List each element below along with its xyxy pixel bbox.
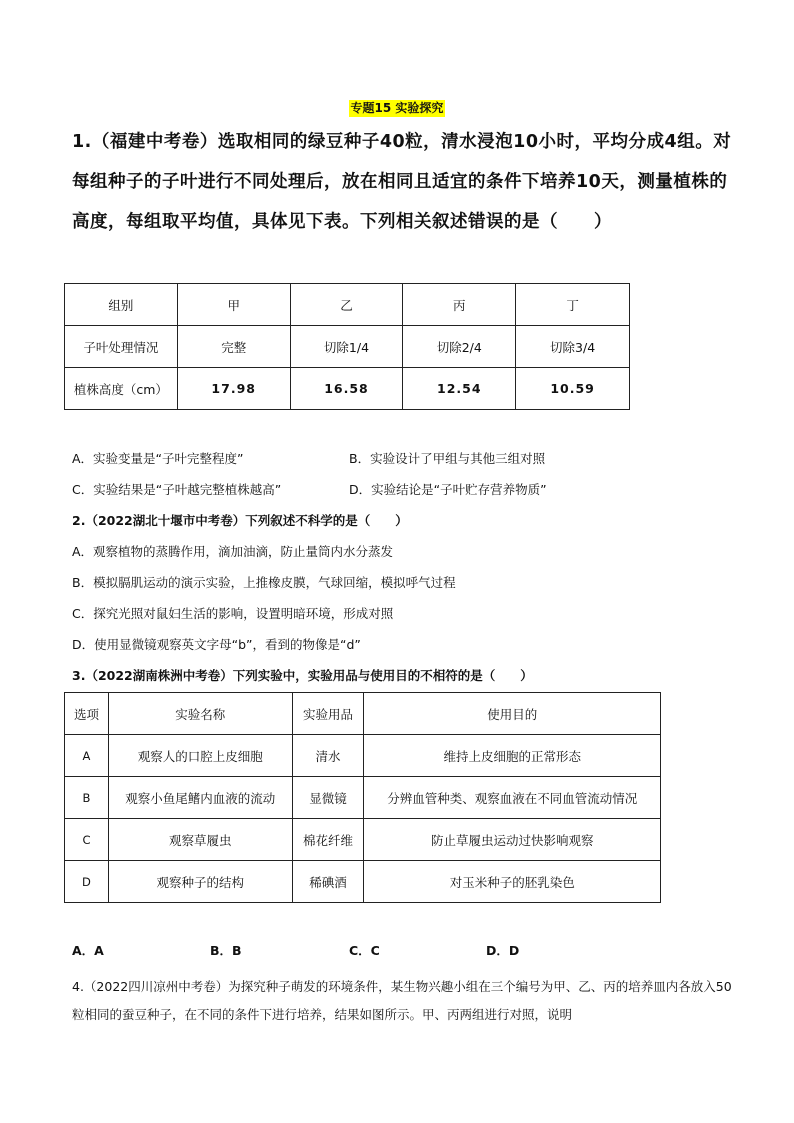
table-cell: A (65, 735, 109, 777)
table-cell: 完整 (177, 326, 290, 368)
table-header-cell: 使用目的 (364, 693, 661, 735)
table-row (65, 861, 661, 903)
option-c: C．实验结果是“子叶越完整植株越高” (72, 482, 282, 497)
table-row (65, 819, 661, 861)
table-cell: 切除1/4 (290, 326, 403, 368)
table-header-cell: 实验名称 (108, 693, 292, 735)
table-header-cell: 选项 (65, 693, 109, 735)
question-4-stem: 4.（2022四川凉州中考卷）为探究种子萌发的环境条件，某生物兴趣小组在三个编号为甲、乙、丙的培养皿内各放入50粒相同的蚕豆种子，在不同的条件下进行培养，结果如图所示。甲、丙两组进行对照，说明 (72, 979, 732, 1022)
table-row (65, 368, 630, 410)
option-b: B．B (210, 943, 242, 958)
table-cell: 防止草履虫运动过快影响观察 (364, 819, 661, 861)
table-cell: 显微镜 (292, 777, 364, 819)
table-cell: 切除3/4 (516, 326, 630, 368)
option-d: D．实验结论是“子叶贮存营养物质” (349, 482, 547, 497)
question-2-stem: 2.（2022湖北十堰市中考卷）下列叙述不科学的是（ ） (72, 513, 408, 528)
option-a: A．实验变量是“子叶完整程度” (72, 451, 244, 466)
table-cell: 丁 (516, 284, 630, 326)
table-row (65, 777, 661, 819)
page-title: 专题15 实验探究 (350, 101, 444, 115)
table-row (65, 693, 661, 735)
table-cell: 清水 (292, 735, 364, 777)
question-1-stem: 1.（福建中考卷）选取相同的绿豆种子40粒，清水浸泡10小时，平均分成4组。对每组种子的子叶进行不同处理后，放在相同且适宜的条件下培养10天，测量植株的高度，每组取平均值，具体见下表。下列相关叙述错误的是（ ） (72, 132, 732, 232)
option-d: D．D (486, 943, 520, 958)
table-cell: 16.58 (290, 368, 403, 410)
table-cell: 稀碘酒 (292, 861, 364, 903)
table-cell: 12.54 (403, 368, 516, 410)
table-cell: 丙 (403, 284, 516, 326)
table-cell: 棉花纤维 (292, 819, 364, 861)
table-cell: 乙 (290, 284, 403, 326)
table-cell: 17.98 (177, 368, 290, 410)
table-cell: 观察小鱼尾鳍内血液的流动 (108, 777, 292, 819)
table-cell: 观察草履虫 (108, 819, 292, 861)
table-cell: 观察人的口腔上皮细胞 (108, 735, 292, 777)
question-1-table (64, 283, 630, 410)
question-2-option-b: B．模拟膈肌运动的演示实验，上推橡皮膜，气球回缩，模拟呼气过程 (72, 575, 456, 590)
question-3-table (64, 692, 661, 903)
question-2-option-d: D．使用显微镜观察英文字母“b”，看到的物像是“d” (72, 637, 361, 652)
table-cell: 切除2/4 (403, 326, 516, 368)
table-row (65, 284, 630, 326)
table-row (65, 326, 630, 368)
table-cell: B (65, 777, 109, 819)
table-cell: 植株高度（cm） (65, 368, 178, 410)
question-3-stem: 3.（2022湖南株洲中考卷）下列实验中，实验用品与使用目的不相符的是（ ） (72, 668, 533, 683)
table-cell: 甲 (177, 284, 290, 326)
table-cell: C (65, 819, 109, 861)
question-2-option-c: C．探究光照对鼠妇生活的影响，设置明暗环境，形成对照 (72, 606, 394, 621)
table-cell: 维持上皮细胞的正常形态 (364, 735, 661, 777)
title-row (0, 97, 794, 117)
table-cell: 子叶处理情况 (65, 326, 178, 368)
option-b: B．实验设计了甲组与其他三组对照 (349, 451, 546, 466)
table-cell: 分辨血管种类、观察血液在不同血管流动情况 (364, 777, 661, 819)
table-header-cell: 实验用品 (292, 693, 364, 735)
table-cell: 对玉米种子的胚乳染色 (364, 861, 661, 903)
table-cell: 10.59 (516, 368, 630, 410)
table-row (65, 735, 661, 777)
table-cell: 组别 (65, 284, 178, 326)
question-2-option-a: A．观察植物的蒸腾作用，滴加油滴，防止量筒内水分蒸发 (72, 544, 394, 559)
option-a: A．A (72, 943, 104, 958)
option-c: C．C (349, 943, 380, 958)
table-cell: 观察种子的结构 (108, 861, 292, 903)
table-cell: D (65, 861, 109, 903)
